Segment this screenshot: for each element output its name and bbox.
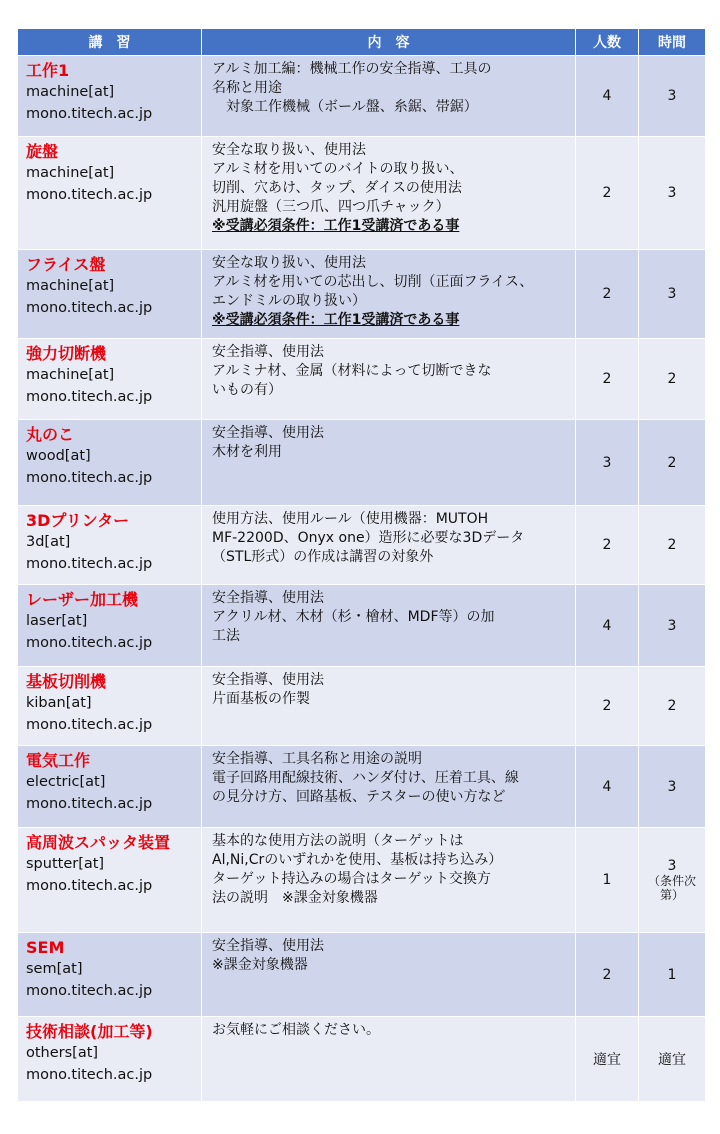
- people-count: 2: [576, 933, 639, 1017]
- course-title: 高周波スパッタ装置: [26, 833, 171, 852]
- people-count: 4: [576, 56, 639, 137]
- course-title: SEM: [26, 938, 65, 957]
- contact-email-line: electric[at]: [26, 774, 106, 790]
- hours-cell: [639, 56, 706, 137]
- contact-email-line: mono.titech.ac.jp: [26, 796, 153, 812]
- content-line: アクリル材、木材（杉・檜材、MDF等）の加: [212, 609, 495, 625]
- course-title: 3Dプリンター: [26, 511, 130, 530]
- course-cell: [18, 420, 202, 506]
- hours-cell: [639, 828, 706, 933]
- table-body: [18, 56, 706, 1102]
- contact-email-line: mono.titech.ac.jp: [26, 300, 153, 316]
- content-line: 工法: [212, 628, 240, 644]
- table-row: [18, 339, 706, 420]
- content-line: 安全指導、使用法: [212, 425, 324, 441]
- hours-cell: [639, 667, 706, 746]
- hours-note: （条件次第）: [647, 874, 696, 902]
- content-line: アルミ材を用いてのバイトの取り扱い、: [212, 161, 464, 177]
- table-row: [18, 667, 706, 746]
- content-cell: [202, 339, 576, 420]
- hours-cell: [639, 250, 706, 339]
- hours-cell: [639, 746, 706, 828]
- requirement-note: ※受講必須条件：工作1受講済である事: [212, 312, 460, 328]
- course-title: 電気工作: [26, 751, 91, 770]
- content-line: （STL形式）の作成は講習の対象外: [212, 549, 434, 565]
- people-count: 3: [576, 420, 639, 506]
- people-count: 2: [576, 667, 639, 746]
- hours-value: 2: [667, 371, 677, 387]
- content-line: アルミナ材、金属（材料によって切断できな: [212, 363, 492, 379]
- content-cell: [202, 506, 576, 585]
- table-row: [18, 585, 706, 667]
- content-line: Al,Ni,Crのいずれかを使用、基板は持ち込み）: [212, 852, 503, 868]
- table-row: [18, 506, 706, 585]
- content-line: 名称と用途: [212, 80, 282, 96]
- hours-value: 3: [667, 858, 677, 874]
- course-title: 技術相談(加工等): [26, 1022, 153, 1041]
- course-cell: [18, 828, 202, 933]
- requirement-note: ※受講必須条件：工作1受講済である事: [212, 218, 460, 234]
- content-cell: [202, 667, 576, 746]
- hours-value: 適宜: [658, 1052, 686, 1068]
- contact-email-line: mono.titech.ac.jp: [26, 470, 153, 486]
- content-line: アルミ加工編：機械工作の安全指導、工具の: [212, 61, 492, 77]
- header-hours: 時間: [639, 29, 706, 56]
- contact-email-line: machine[at]: [26, 367, 115, 383]
- content-line: 片面基板の作製: [212, 691, 310, 707]
- contact-email-line: others[at]: [26, 1045, 99, 1061]
- people-count: 2: [576, 339, 639, 420]
- content-line: 使用方法、使用ルール（使用機器：MUTOH: [212, 511, 489, 527]
- content-line: アルミ材を用いての芯出し、切削（正面フライス、: [212, 274, 534, 290]
- contact-email-line: mono.titech.ac.jp: [26, 635, 153, 651]
- content-line: 安全な取り扱い、使用法: [212, 142, 366, 158]
- table-row: [18, 933, 706, 1017]
- contact-email-line: mono.titech.ac.jp: [26, 106, 153, 122]
- content-line: 基本的な使用方法の説明（ターゲットは: [212, 833, 464, 849]
- content-line: MF-2200D、Onyx one）造形に必要な3Dデータ: [212, 530, 525, 546]
- table-row: [18, 420, 706, 506]
- header-course: 講 習: [18, 29, 202, 56]
- people-count: 4: [576, 585, 639, 667]
- table-row: [18, 1017, 706, 1102]
- hours-cell: [639, 933, 706, 1017]
- course-cell: [18, 746, 202, 828]
- hours-value: 3: [667, 286, 677, 302]
- content-cell: [202, 420, 576, 506]
- table-row: [18, 746, 706, 828]
- course-title: 丸のこ: [26, 425, 75, 444]
- content-line: 電子回路用配線技術、ハンダ付け、圧着工具、線: [212, 770, 519, 786]
- course-cell: [18, 506, 202, 585]
- content-line: 対象工作機械（ボール盤、糸鋸、帯鋸）: [212, 99, 478, 115]
- hours-value: 1: [667, 966, 677, 983]
- contact-email-line: mono.titech.ac.jp: [26, 878, 153, 894]
- contact-email-line: mono.titech.ac.jp: [26, 1067, 153, 1083]
- contact-email-line: machine[at]: [26, 278, 115, 294]
- content-cell: [202, 828, 576, 933]
- hours-value: 2: [667, 537, 677, 553]
- people-count: 適宜: [576, 1017, 639, 1102]
- course-cell: [18, 56, 202, 137]
- hours-value: 3: [667, 185, 677, 201]
- header-people: 人数: [576, 29, 639, 56]
- course-cell: [18, 137, 202, 250]
- contact-email-line: wood[at]: [26, 448, 91, 464]
- content-line: 汎用旋盤（三つ爪、四つ爪チャック）: [212, 199, 450, 215]
- course-title: 旋盤: [26, 142, 59, 161]
- people-count: 4: [576, 746, 639, 828]
- content-cell: [202, 1017, 576, 1102]
- contact-email-line: sem[at]: [26, 961, 83, 977]
- content-cell: [202, 137, 576, 250]
- course-cell: [18, 339, 202, 420]
- table-row: [18, 137, 706, 250]
- content-line: エンドミルの取り扱い）: [212, 293, 366, 309]
- content-line: いもの有）: [212, 382, 282, 398]
- hours-value: 2: [667, 698, 677, 714]
- contact-email-line: mono.titech.ac.jp: [26, 717, 153, 733]
- content-line: の見分け方、回路基板、テスターの使い方など: [212, 789, 506, 805]
- contact-email-line: machine[at]: [26, 165, 115, 181]
- content-line: ※課金対象機器: [212, 957, 308, 973]
- contact-email-line: mono.titech.ac.jp: [26, 187, 153, 203]
- content-line: 安全指導、使用法: [212, 590, 324, 606]
- content-cell: [202, 250, 576, 339]
- course-cell: [18, 933, 202, 1017]
- course-cell: [18, 667, 202, 746]
- content-line: 安全指導、工具名称と用途の説明: [212, 751, 422, 767]
- contact-email-line: kiban[at]: [26, 695, 92, 711]
- hours-cell: [639, 420, 706, 506]
- content-line: 安全指導、使用法: [212, 672, 324, 688]
- people-count: 2: [576, 137, 639, 250]
- course-cell: [18, 250, 202, 339]
- contact-email-line: mono.titech.ac.jp: [26, 556, 153, 572]
- hours-value: 2: [667, 454, 677, 471]
- contact-email-line: 3d[at]: [26, 534, 71, 550]
- contact-email-line: mono.titech.ac.jp: [26, 983, 153, 999]
- content-line: 木材を利用: [212, 444, 282, 460]
- people-count: 2: [576, 506, 639, 585]
- course-table: [17, 28, 706, 1102]
- course-title: フライス盤: [26, 255, 106, 274]
- contact-email-line: laser[at]: [26, 613, 88, 629]
- course-title: 基板切削機: [26, 672, 107, 691]
- content-cell: [202, 585, 576, 667]
- course-title: レーザー加工機: [26, 590, 139, 609]
- header-content: 内 容: [202, 29, 576, 56]
- content-cell: [202, 933, 576, 1017]
- course-title: 工作1: [26, 61, 70, 80]
- course-cell: [18, 1017, 202, 1102]
- hours-cell: [639, 339, 706, 420]
- hours-value: 3: [667, 778, 677, 795]
- people-count: 1: [576, 828, 639, 933]
- hours-cell: [639, 1017, 706, 1102]
- hours-cell: [639, 506, 706, 585]
- contact-email-line: mono.titech.ac.jp: [26, 389, 153, 405]
- content-line: 安全指導、使用法: [212, 344, 324, 360]
- content-line: 安全な取り扱い、使用法: [212, 255, 366, 271]
- contact-email-line: machine[at]: [26, 84, 115, 100]
- table-row: [18, 56, 706, 137]
- content-line: ターゲット持込みの場合はターゲット交換方: [212, 871, 491, 887]
- content-cell: [202, 746, 576, 828]
- contact-email-line: sputter[at]: [26, 856, 105, 872]
- table-row: [18, 250, 706, 339]
- course-title: 強力切断機: [26, 344, 107, 363]
- content-line: 法の説明 ※課金対象機器: [212, 890, 378, 906]
- header-row: [18, 29, 706, 56]
- table-row: [18, 828, 706, 933]
- content-line: 切削、穴あけ、タップ、ダイスの使用法: [212, 180, 462, 196]
- content-cell: [202, 56, 576, 137]
- hours-cell: [639, 585, 706, 667]
- hours-value: 3: [667, 617, 677, 634]
- hours-cell: [639, 137, 706, 250]
- content-line: 安全指導、使用法: [212, 938, 324, 954]
- course-cell: [18, 585, 202, 667]
- content-line: お気軽にご相談ください。: [212, 1022, 380, 1038]
- people-count: 2: [576, 250, 639, 339]
- hours-value: 3: [667, 88, 677, 104]
